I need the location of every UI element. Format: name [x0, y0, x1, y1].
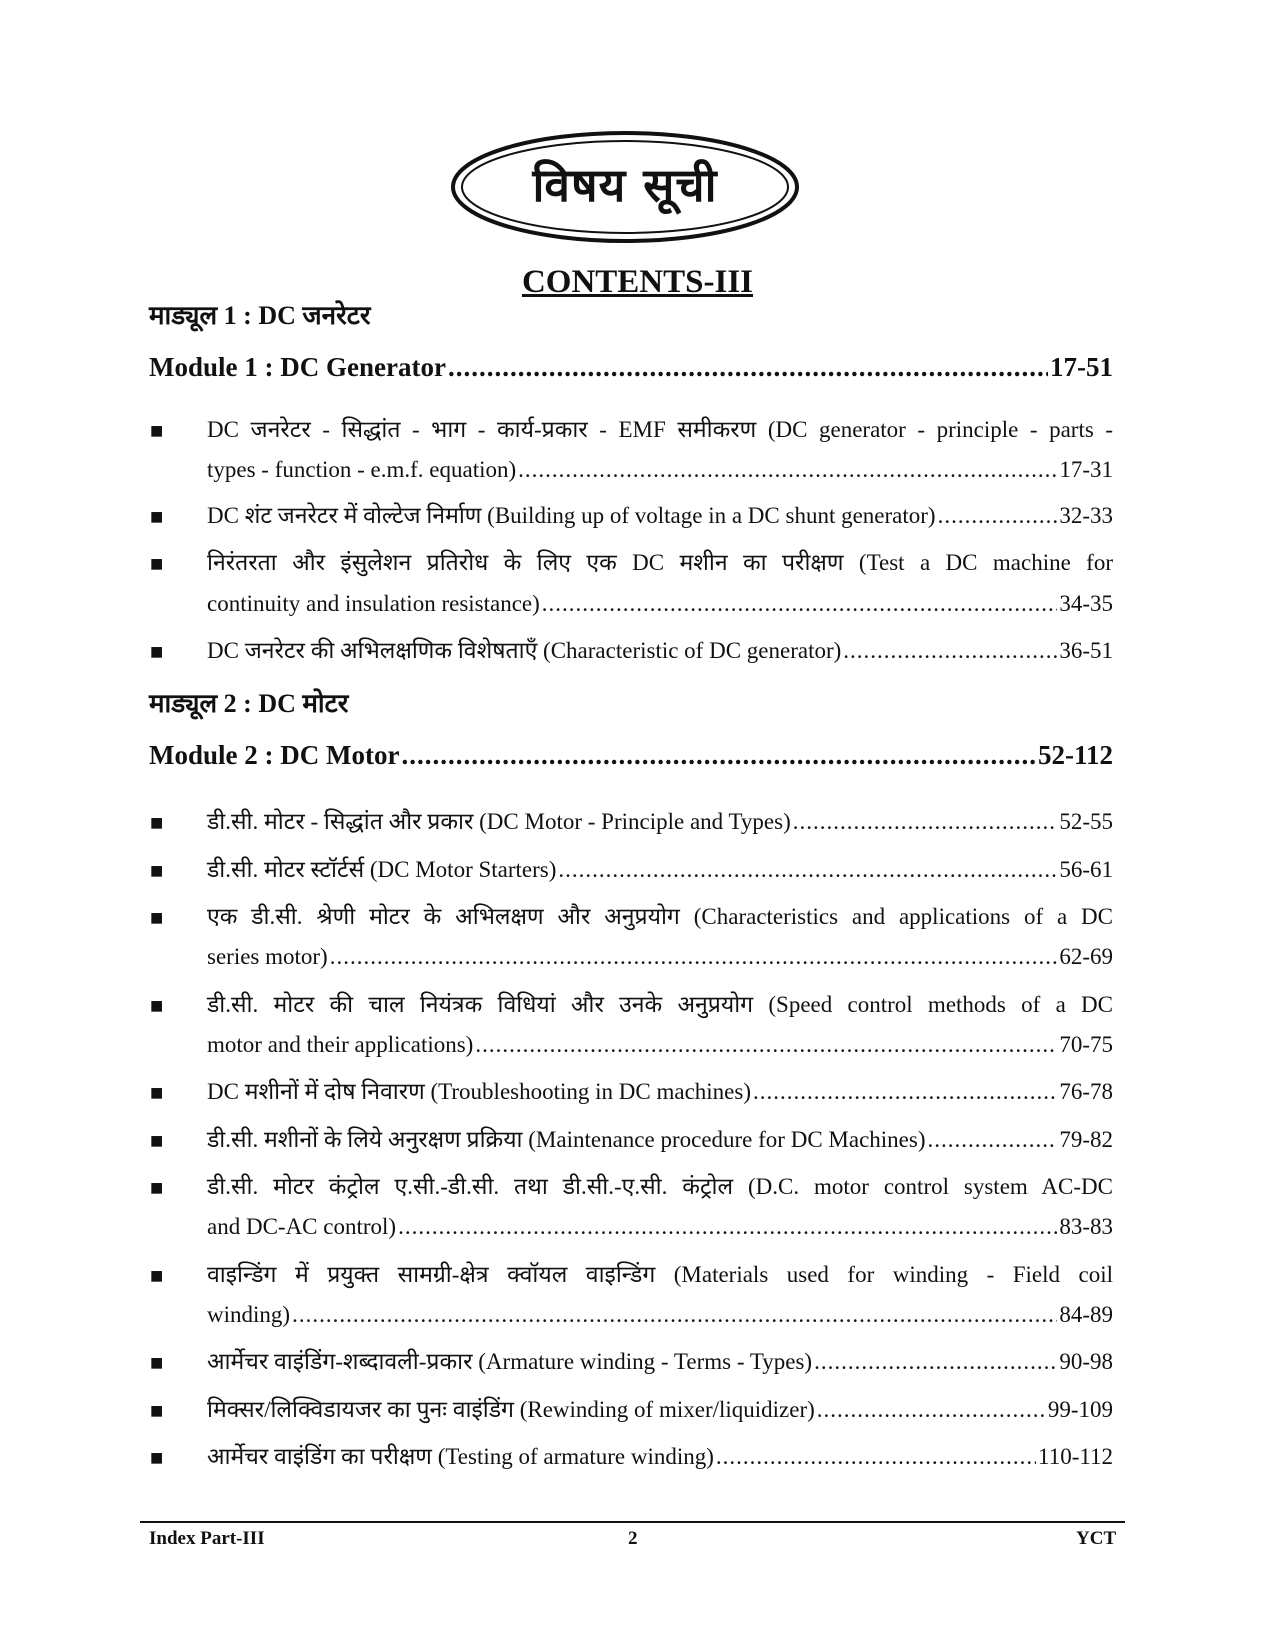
toc-item-pages: 34-35	[1059, 591, 1113, 616]
toc-item-pages: 90-98	[1059, 1349, 1113, 1374]
leader-dots	[928, 1127, 1058, 1153]
bullet-icon: ■	[150, 1398, 164, 1423]
toc-item-line[interactable]: वाइन्डिंग में प्रयुक्त सामग्री-क्षेत्र क्वॉयल वाइन्डिंग (Materials used for winding - Field coil	[207, 1262, 1113, 1287]
toc-item-line[interactable]: DC जनरेटर - सिद्धांत - भाग - कार्य-प्रकार - EMF समीकरण (DC generator - principle - parts -	[207, 417, 1113, 442]
bullet-icon: ■	[150, 1080, 164, 1105]
toc-item-text: डी.सी. मशीनों के लिये अनुरक्षण प्रक्रिया (Maintenance procedure for DC Machines)	[207, 1127, 926, 1152]
leader-dots	[292, 1302, 1057, 1328]
toc-item-line[interactable]	[207, 633, 1113, 665]
module-2-hindi-heading: माड्यूल 2 : DC मोटर	[149, 689, 349, 718]
leader-dots	[398, 1214, 1057, 1240]
contents-title: CONTENTS-III	[521, 264, 754, 300]
toc-item-text: आर्मेचर वाइंडिंग का परीक्षण (Testing of armature winding)	[207, 1444, 714, 1469]
toc-item-line[interactable]	[207, 1032, 1113, 1058]
bullet-icon: ■	[150, 418, 164, 443]
bullet-icon: ■	[150, 905, 164, 930]
toc-item-pages: 99-109	[1047, 1397, 1113, 1422]
title-banner	[450, 130, 800, 245]
leader-dots	[401, 740, 1036, 771]
module-2-heading[interactable]	[149, 740, 1113, 771]
toc-item-line[interactable]	[207, 1392, 1113, 1424]
toc-item-text: डी.सी. मोटर - सिद्धांत और प्रकार (DC Motor - Principle and Types)	[207, 809, 791, 834]
toc-item-line[interactable]	[207, 591, 1113, 617]
footer-right: YCT	[1076, 1528, 1117, 1549]
bullet-icon: ■	[150, 1263, 164, 1288]
leader-dots	[938, 503, 1058, 529]
module-pages: 17-51	[1050, 352, 1113, 382]
toc-item-pages: 17-31	[1059, 457, 1113, 482]
toc-item-line[interactable]: डी.सी. मोटर की चाल नियंत्रक विधियां और उनके अनुप्रयोग (Speed control methods of a DC	[207, 992, 1113, 1017]
toc-item-pages: 52-55	[1059, 809, 1113, 834]
footer-page-number: 2	[628, 1528, 638, 1549]
toc-item-pages: 32-33	[1059, 503, 1113, 528]
toc-item-text: DC मशीनों में दोष निवारण (Troubleshooting in DC machines)	[207, 1079, 751, 1104]
toc-item-pages: 83-83	[1059, 1214, 1113, 1239]
toc-item-text: मिक्सर/लिक्विडायजर का पुनः वाइंडिंग (Rewinding of mixer/liquidizer)	[207, 1397, 815, 1422]
toc-item-text: and DC-AC control)	[207, 1214, 397, 1239]
leader-dots	[558, 857, 1057, 883]
toc-item-text: DC जनरेटर की अभिलक्षणिक विशेषताएँ (Characteristic of DC generator)	[207, 638, 842, 663]
toc-item-line[interactable]	[207, 804, 1113, 836]
module-title: Module 2 : DC Motor	[149, 740, 400, 770]
module-1-hindi-heading: माड्यूल 1 : DC जनरेटर	[149, 301, 371, 330]
toc-item-line[interactable]	[207, 1302, 1113, 1328]
toc-item-line[interactable]: निरंतरता और इंसुलेशन प्रतिरोध के लिए एक DC मशीन का परीक्षण (Test a DC machine for	[207, 550, 1113, 575]
leader-dots	[330, 944, 1058, 970]
bullet-icon: ■	[150, 810, 164, 835]
leader-dots	[793, 809, 1058, 835]
toc-item-line[interactable]	[207, 498, 1113, 530]
toc-item-text: motor and their applications)	[207, 1032, 474, 1057]
toc-item-pages: 56-61	[1059, 857, 1113, 882]
bullet-icon: ■	[150, 1350, 164, 1375]
toc-item-pages: 110-112	[1038, 1444, 1113, 1469]
toc-item-line[interactable]	[207, 1439, 1113, 1471]
toc-item-text: डी.सी. मोटर स्टॉर्टर्स (DC Motor Starters)	[207, 857, 557, 882]
toc-item-line[interactable]	[207, 1074, 1113, 1106]
leader-dots	[518, 457, 1057, 483]
toc-item-pages: 70-75	[1059, 1032, 1113, 1057]
toc-item-line[interactable]: डी.सी. मोटर कंट्रोल ए.सी.-डी.सी. तथा डी.सी.-ए.सी. कंट्रोल (D.C. motor control system AC-DC	[207, 1174, 1113, 1199]
toc-item-pages: 79-82	[1059, 1127, 1113, 1152]
banner-title: विषय सूची	[532, 158, 718, 212]
toc-item-line[interactable]	[207, 457, 1113, 483]
toc-item-line[interactable]	[207, 944, 1113, 970]
leader-dots	[843, 638, 1057, 664]
bullet-icon: ■	[150, 1175, 164, 1200]
bullet-icon: ■	[150, 1445, 164, 1470]
bullet-icon: ■	[150, 858, 164, 883]
toc-item-line[interactable]	[207, 852, 1113, 884]
module-pages: 52-112	[1037, 740, 1113, 770]
toc-item-pages: 36-51	[1059, 638, 1113, 663]
toc-item-pages: 76-78	[1059, 1079, 1113, 1104]
toc-item-text: winding)	[207, 1302, 291, 1327]
leader-dots	[542, 591, 1058, 617]
leader-dots	[448, 352, 1048, 383]
leader-dots	[716, 1444, 1036, 1470]
toc-item-line[interactable]: एक डी.सी. श्रेणी मोटर के अभिलक्षण और अनुप्रयोग (Characteristics and applications of a DC	[207, 904, 1113, 929]
footer-left: Index Part-III	[149, 1528, 265, 1549]
leader-dots	[814, 1349, 1057, 1375]
leader-dots	[753, 1079, 1057, 1105]
toc-item-text: आर्मेचर वाइंडिंग-शब्दावली-प्रकार (Armature winding - Terms - Types)	[207, 1349, 813, 1374]
bullet-icon: ■	[150, 993, 164, 1018]
toc-item-text: DC शंट जनरेटर में वोल्टेज निर्माण (Building up of voltage in a DC shunt generator)	[207, 503, 936, 528]
bullet-icon: ■	[150, 639, 164, 664]
module-1-heading[interactable]	[149, 352, 1113, 383]
bullet-icon: ■	[150, 1128, 164, 1153]
toc-item-text: continuity and insulation resistance)	[207, 591, 540, 616]
toc-item-pages: 84-89	[1059, 1302, 1113, 1327]
toc-item-text: series motor)	[207, 944, 328, 969]
leader-dots	[475, 1032, 1057, 1058]
module-title: Module 1 : DC Generator	[149, 352, 446, 382]
footer-rule	[140, 1521, 1125, 1523]
toc-item-pages: 62-69	[1059, 944, 1113, 969]
toc-item-line[interactable]	[207, 1122, 1113, 1154]
leader-dots	[817, 1397, 1046, 1423]
toc-item-text: types - function - e.m.f. equation)	[207, 457, 517, 482]
bullet-icon: ■	[150, 504, 164, 529]
toc-item-line[interactable]	[207, 1214, 1113, 1240]
bullet-icon: ■	[150, 551, 164, 576]
toc-item-line[interactable]	[207, 1344, 1113, 1376]
